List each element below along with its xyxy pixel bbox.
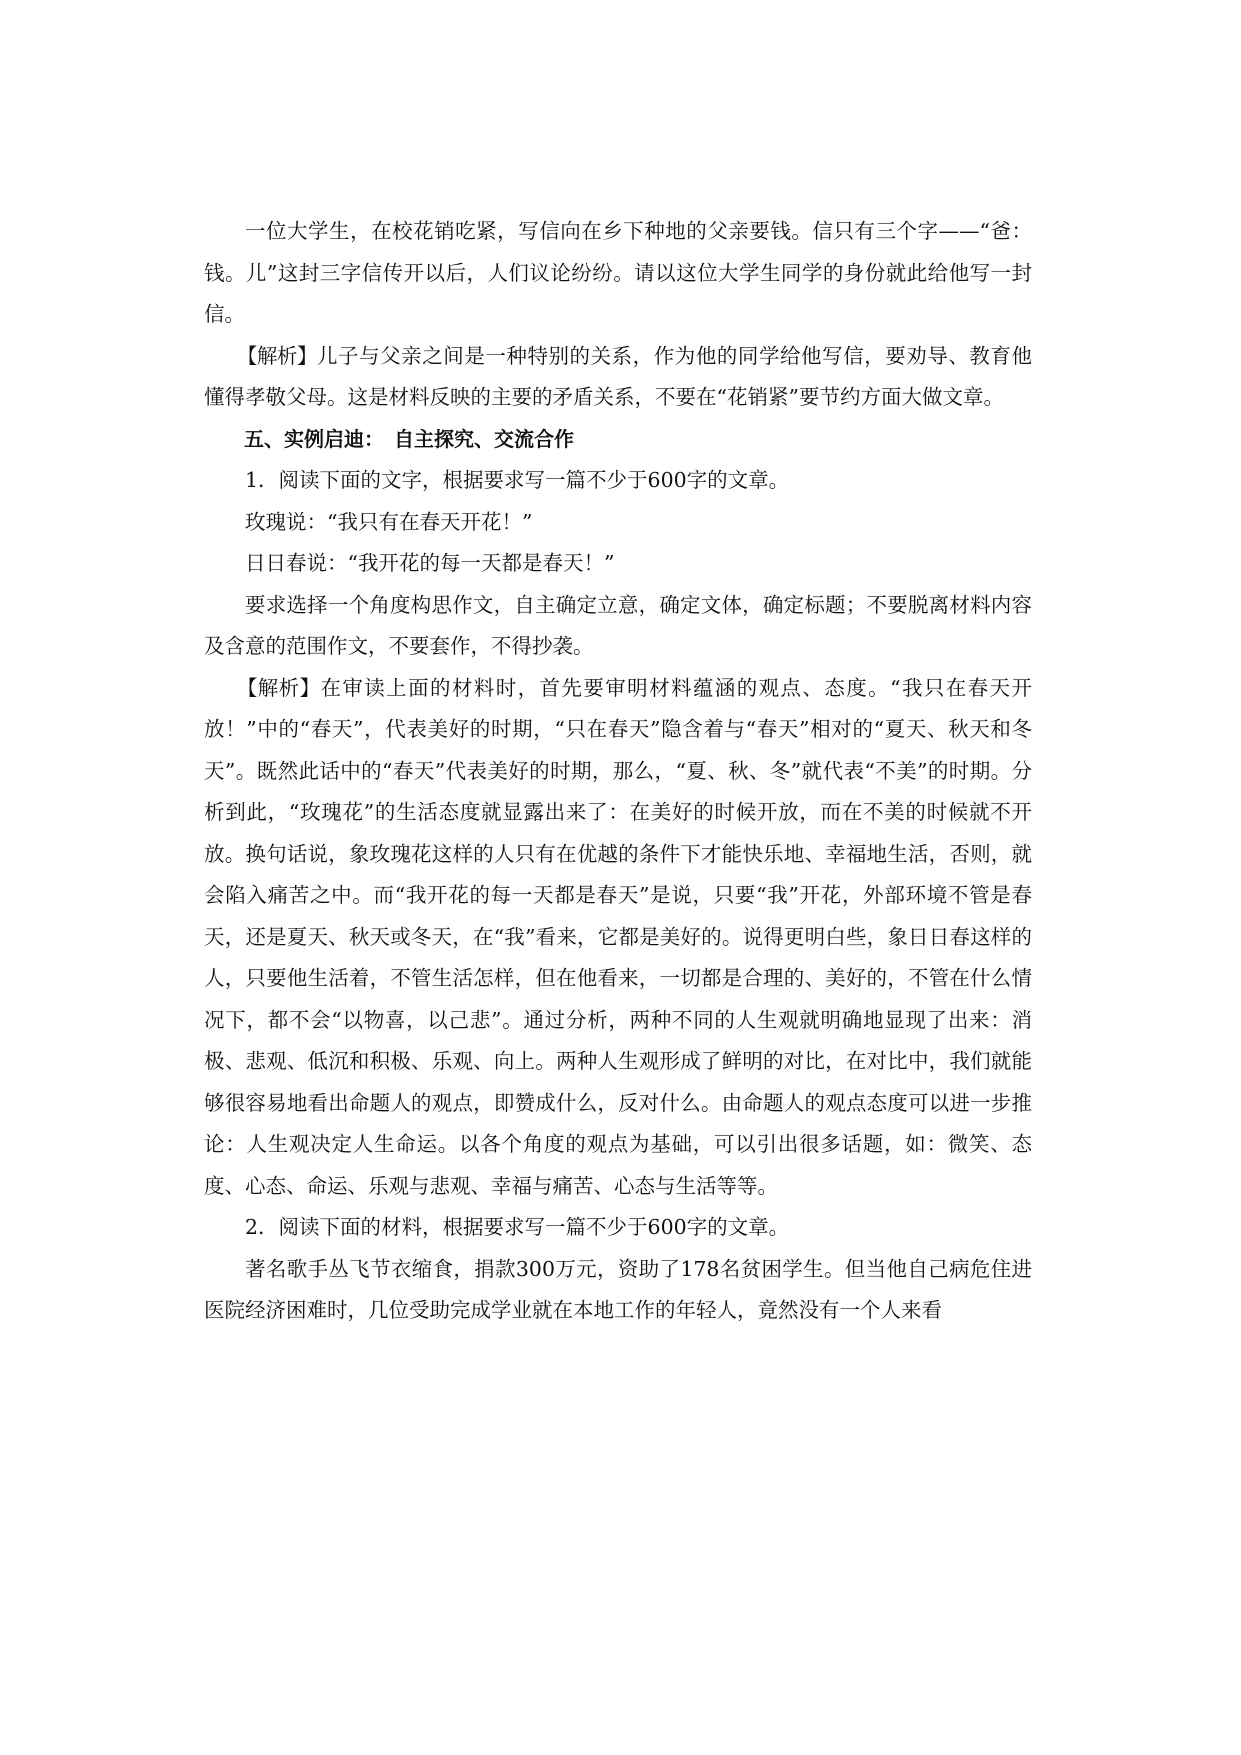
- material-paragraph-letter: 一位大学生，在校花销吃紧，写信向在乡下种地的父亲要钱。信只有三个字——“爸：钱。儿”这封三字信传开以后，人们议论纷纷。请以这位大学生同学的身份就此给他写一封信。: [204, 219, 1032, 326]
- analysis-paragraph-2: [204, 668, 1032, 1208]
- rose-quote: 玫瑰说：“我只有在春天开花！”: [245, 509, 533, 534]
- analysis-paragraph-1: [204, 336, 1032, 419]
- question-1-prompt: 1．阅读下面的文字，根据要求写一篇不少于600字的文章。: [245, 468, 790, 492]
- question-2-prompt: 2．阅读下面的材料，根据要求写一篇不少于600字的文章。: [245, 1215, 790, 1239]
- periwinkle-quote: 日日春说：“我开花的每一天都是春天！”: [245, 551, 615, 575]
- analysis-tag: 【解析】: [236, 343, 317, 368]
- document-body: [204, 211, 1032, 1332]
- analysis-tag: 【解析】: [236, 675, 321, 700]
- analysis-text: 在审读上面的材料时，首先要审明材料蕴涵的观点、态度。“我只在春天开放！”中的“春天”，代表美好的时期，“只在春天”隐含着与“春天”相对的“夏天、秋天和冬天”。既然此话中的“春天”代表美好的时期，那么，“夏、秋、冬”就代表“不美”的时期。分析到此，“玫瑰花”的生活态度就显露出来了：在美好的时候开放，而在不美的时候就不开放。换句话说，象玫瑰花这样的人只有在优越的条件下才能快乐地、幸福地生活，否则，就会陷入痛苦之中。而“我开花的每一天都是春天”是说，只要“我”开花，外部环境不管是春天，还是夏天、秋天或冬天，在“我”看来，它都是美好的。说得更明白些，象日日春这样的人，只要他生活着，不管生活怎样，但在他看来，一切都是合理的、美好的，不管在什么情况下，都不会“以物喜，以己悲”。通过分析，两种不同的人生观就明确地显现了出来：消极、悲观、低沉和积极、乐观、向上。两种人生观形成了鲜明的对比，在对比中，我们就能够很容易地看出命题人的观点，即赞成什么，反对什么。由命题人的观点态度可以进一步推论：人生观决定人生命运。以各个角度的观点为基础，可以引出很多话题，如：微笑、态度、心态、命运、乐观与悲观、幸福与痛苦、心态与生活等等。: [204, 675, 1033, 1198]
- analysis-text: 儿子与父亲之间是一种特别的关系，作为他的同学给他写信，要劝导、教育他懂得孝敬父母。这是材料反映的主要的矛盾关系，不要在“花销紧”要节约方面大做文章。: [204, 343, 1033, 409]
- section-heading: 五、实例启迪： 自主探究、交流合作: [244, 426, 574, 451]
- material-paragraph-congfei: 著名歌手丛飞节衣缩食，捐款300万元，资助了178名贫困学生。但当他自己病危住进医院经济困难时，几位受助完成学业就在本地工作的年轻人，竟然没有一个人来看: [204, 1256, 1032, 1322]
- writing-requirements: 要求选择一个角度构思作文，自主确定立意，确定文体，确定标题；不要脱离材料内容及含意的范围作文，不要套作，不得抄袭。: [204, 592, 1032, 658]
